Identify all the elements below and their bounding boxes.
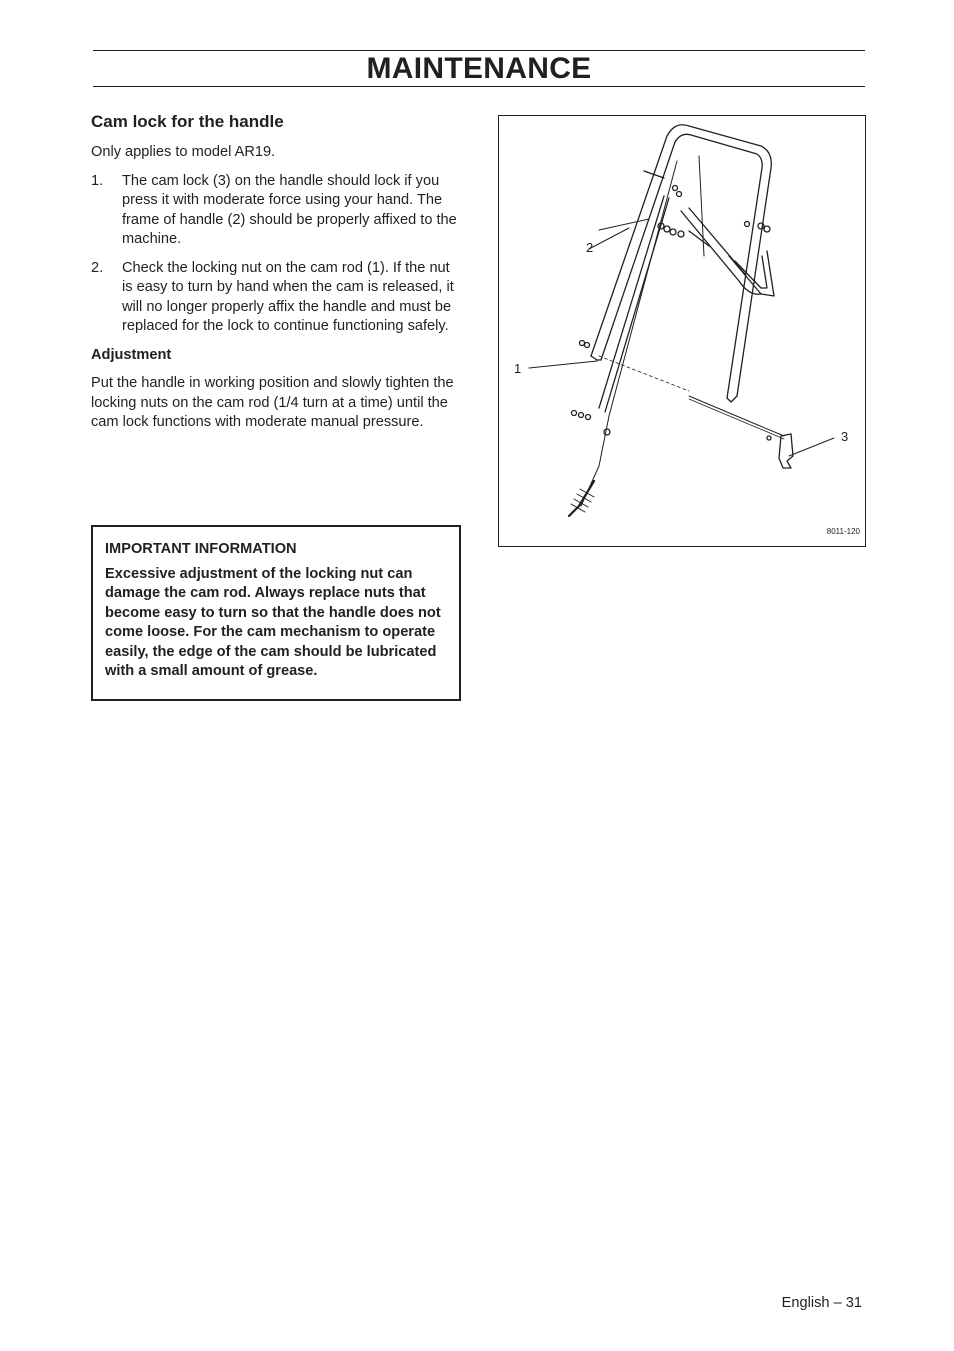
important-info-title: IMPORTANT INFORMATION	[105, 541, 297, 557]
page-footer: English – 31	[781, 1295, 862, 1311]
callout-label: 3	[841, 429, 849, 444]
important-info-box	[91, 525, 461, 701]
section-title: Cam lock for the handle	[91, 112, 284, 131]
important-info-text: Excessive adjustment of the locking nut can damage the cam rod. Always replace nuts that become easy to turn so that the handle does not come loose. For the cam mechanism to operate easily, the edge of the cam should be lubricated with a small amount of grease.	[105, 565, 441, 679]
figure-code: 8011-120	[826, 527, 860, 536]
handle-illustration	[499, 116, 865, 546]
page-title: MAINTENANCE	[366, 52, 592, 85]
list-number: 2.	[91, 259, 104, 276]
list-text: The cam lock (3) on the handle should lock if you press it with moderate force using your hand. The frame of handle (2) should be properly affixed to the machine.	[122, 172, 457, 247]
adjustment-heading: Adjustment	[91, 346, 172, 363]
content-column	[91, 112, 463, 442]
callout-label: 2	[586, 240, 594, 255]
adjustment-text: Put the handle in working position and slowly tighten the locking nuts on the cam rod (1/4 turn at a time) until the cam lock functions with moderate manual pressure.	[91, 375, 454, 430]
list-item	[91, 172, 463, 250]
callout-label: 1	[514, 361, 522, 376]
list-item	[91, 259, 463, 337]
intro-text: Only applies to model AR19.	[91, 144, 276, 160]
handle-diagram	[498, 115, 866, 547]
list-text: Check the locking nut on the cam rod (1). If the nut is easy to turn by hand when the cam is released, it will no longer properly affix the handle and must be replaced for the lock to continue functioning safely.	[122, 259, 454, 334]
header-rule-bottom	[93, 86, 865, 87]
list-number: 1.	[91, 172, 104, 189]
